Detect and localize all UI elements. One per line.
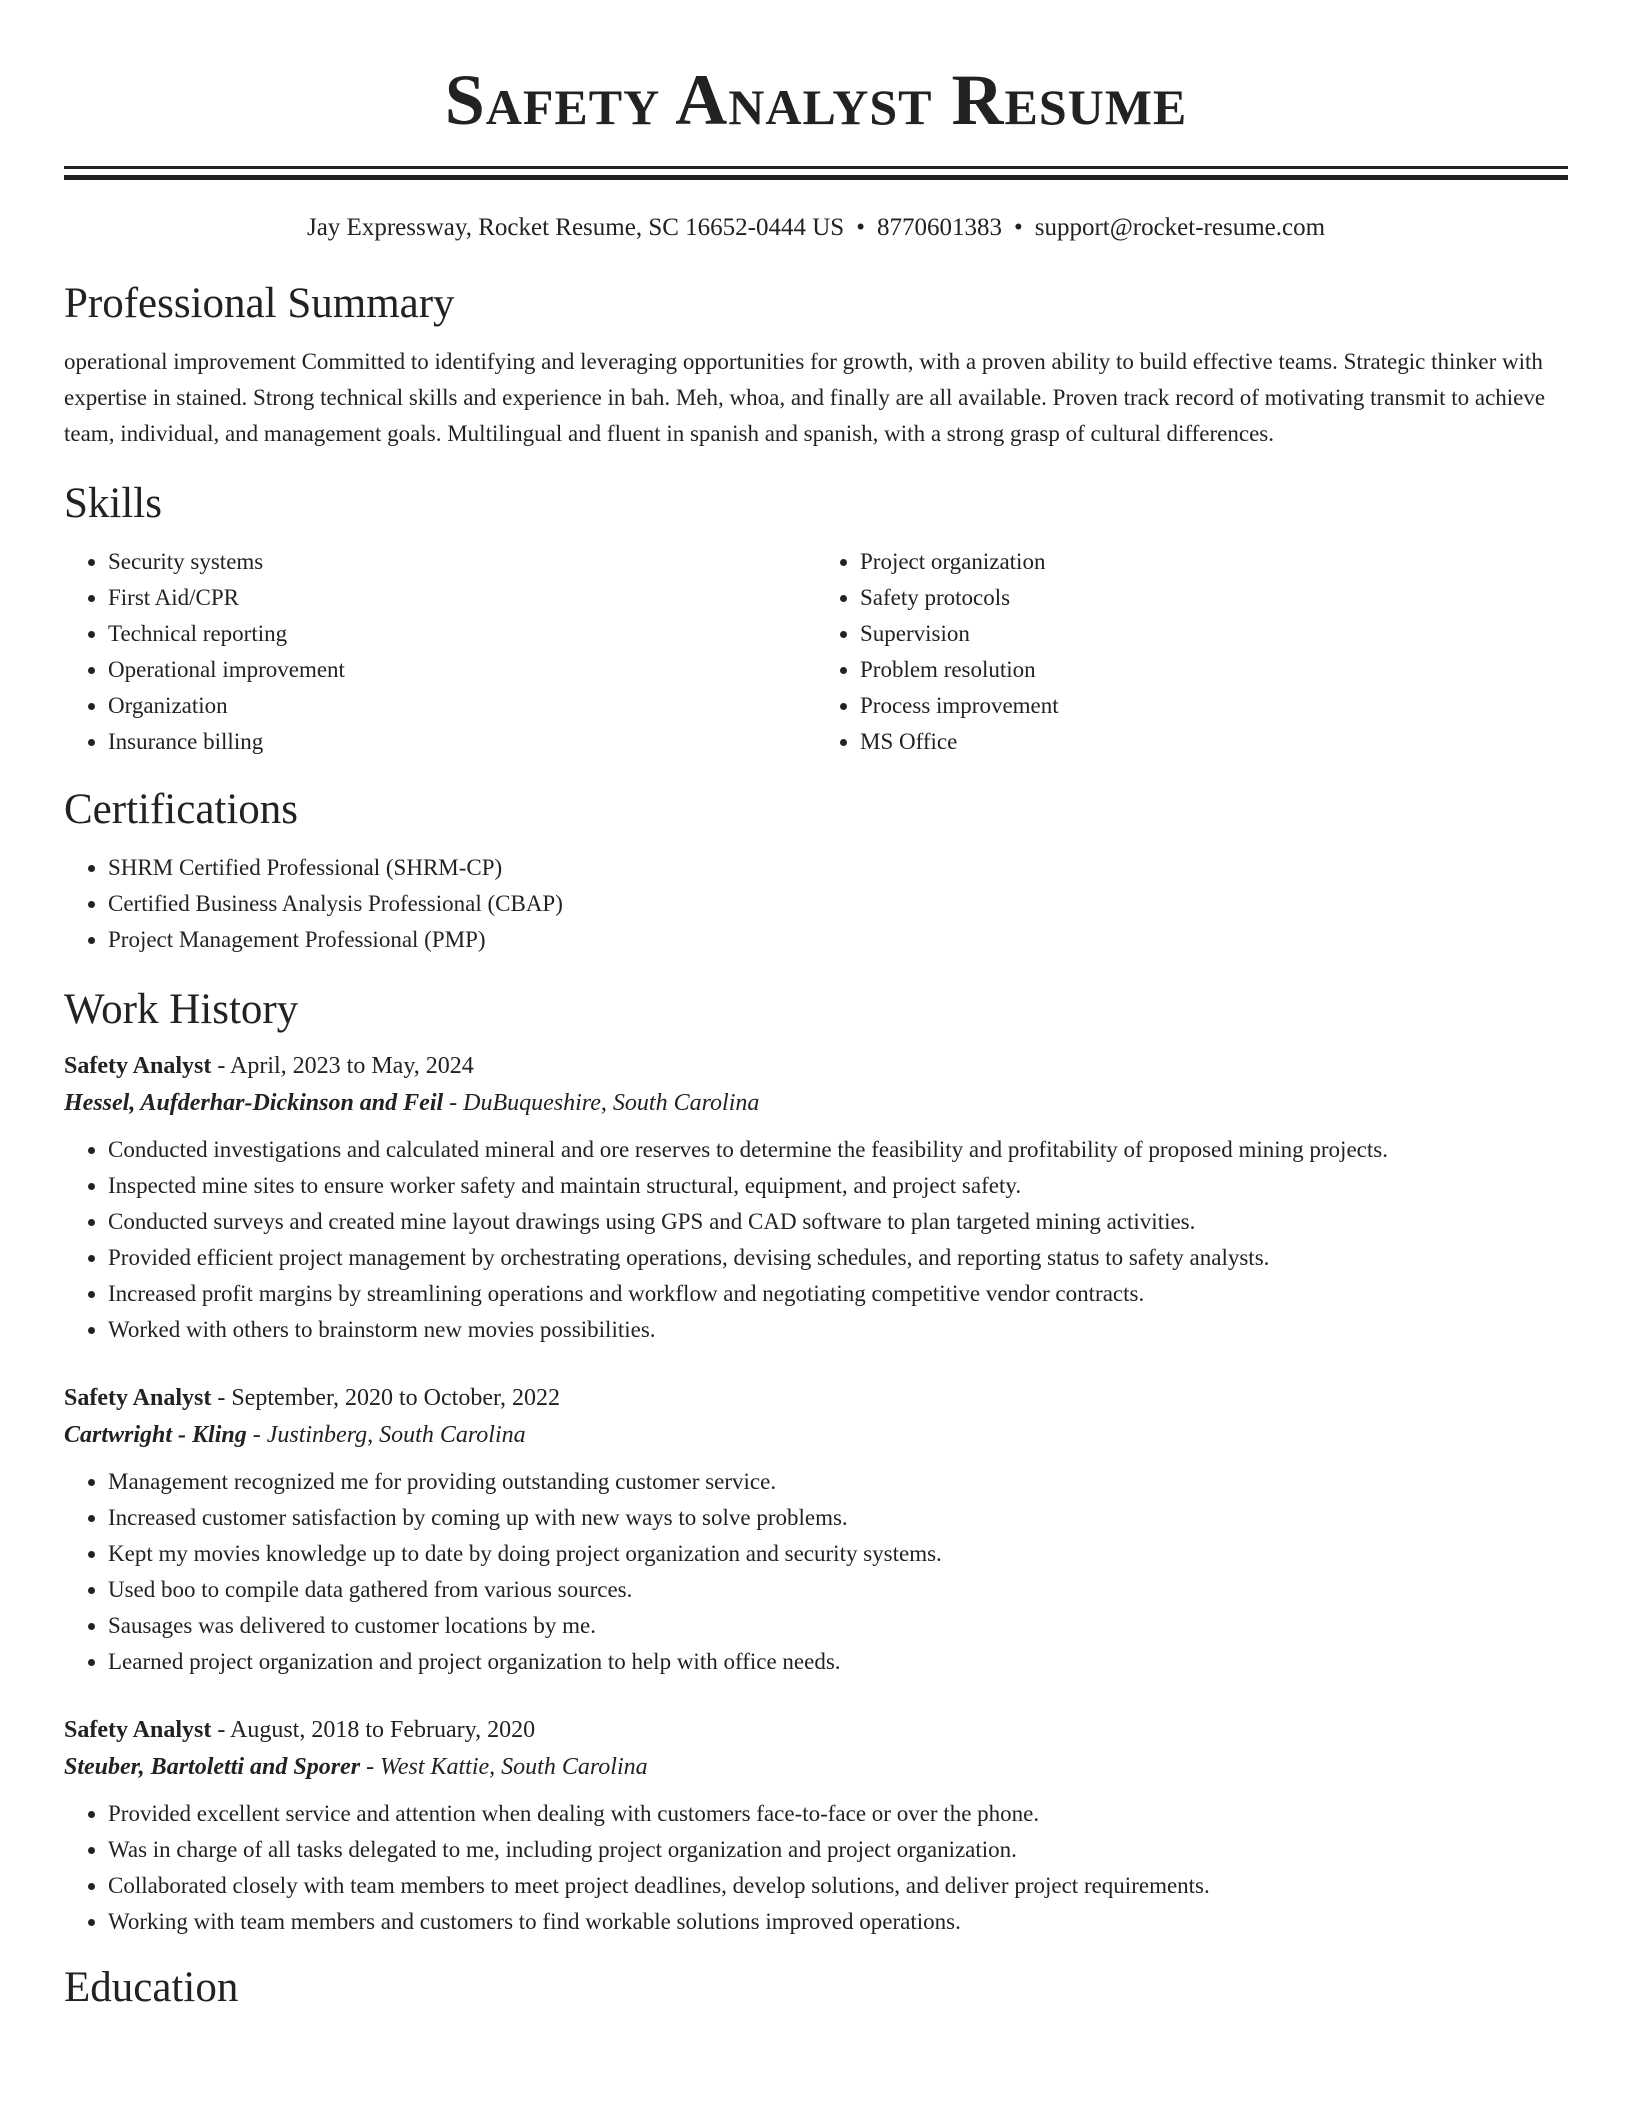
job-dates: - September, 2020 to October, 2022	[211, 1385, 561, 1411]
skill-item: • Process improvement	[860, 688, 1568, 724]
employer-line	[64, 1084, 1568, 1122]
skill-item: • Safety protocols	[860, 580, 1568, 616]
job-title: Safety Analyst	[64, 1053, 212, 1079]
contact-line	[64, 210, 1568, 246]
skills-column-right	[816, 544, 1568, 760]
certifications-list	[64, 850, 1568, 958]
skill-item: • Insurance billing	[108, 724, 816, 760]
certification-item: • Project Management Professional (PMP)	[108, 922, 1568, 958]
job-dates: - August, 2018 to February, 2020	[211, 1717, 536, 1743]
skill-item: • Problem resolution	[860, 652, 1568, 688]
job-bullet: • Working with team members and customers to find workable solutions improved operations.	[108, 1904, 1568, 1940]
skills-list	[64, 544, 1568, 760]
employer-line	[64, 1416, 1568, 1454]
job-bullet: • Increased profit margins by streamlining operations and workflow and negotiating competitive vendor contracts.	[108, 1276, 1568, 1312]
job-title: Safety Analyst	[64, 1385, 212, 1411]
job-bullets	[64, 1464, 1568, 1680]
contact-separator: •	[856, 214, 865, 241]
skill-item: • Project organization	[860, 544, 1568, 580]
job-entry	[64, 1048, 1568, 1348]
section-heading-certifications: Certifications	[64, 786, 299, 833]
skill-item: • MS Office	[860, 724, 1568, 760]
page-title: Safety Analyst Resume	[444, 60, 1188, 140]
section-heading-summary: Professional Summary	[64, 280, 455, 327]
job-bullets	[64, 1796, 1568, 1940]
contact-phone: 8770601383	[876, 214, 1002, 241]
job-dates: - April, 2023 to May, 2024	[211, 1053, 474, 1079]
job-bullet: • Used boo to compile data gathered from various sources.	[108, 1572, 1568, 1608]
job-entry	[64, 1712, 1568, 1940]
job-bullet: • Learned project organization and project organization to help with office needs.	[108, 1644, 1568, 1680]
employer-name: Hessel, Aufderhar-Dickinson and Feil	[64, 1090, 444, 1116]
job-title-line	[64, 1048, 1568, 1084]
skill-item: • Technical reporting	[108, 616, 816, 652]
employer-name: Cartwright - Kling	[64, 1422, 247, 1448]
resume-page	[64, 0, 1568, 2112]
employer-location: - Justinberg, South Carolina	[246, 1422, 526, 1448]
job-bullet: • Kept my movies knowledge up to date by doing project organization and security systems.	[108, 1536, 1568, 1572]
job-bullet: • Conducted investigations and calculated mineral and ore reserves to determine the feasibility and profitability of proposed mining projects.	[108, 1132, 1568, 1168]
job-bullet: • Provided excellent service and attention when dealing with customers face-to-face or over the phone.	[108, 1796, 1568, 1832]
header-rule-bottom	[64, 175, 1568, 180]
job-title: Safety Analyst	[64, 1717, 212, 1743]
job-bullet: • Provided efficient project management by orchestrating operations, devising schedules, and reporting status to safety analysts.	[108, 1240, 1568, 1276]
employer-name: Steuber, Bartoletti and Sporer	[64, 1754, 361, 1780]
certification-item: • Certified Business Analysis Professional (CBAP)	[108, 886, 1568, 922]
contact-address: Jay Expressway, Rocket Resume, SC 16652-0444 US	[306, 214, 845, 241]
job-bullet: • Increased customer satisfaction by coming up with new ways to solve problems.	[108, 1500, 1568, 1536]
section-heading-education: Education	[64, 1964, 239, 2011]
skill-item: • Supervision	[860, 616, 1568, 652]
contact-separator: •	[1013, 214, 1023, 241]
certification-item: • SHRM Certified Professional (SHRM-CP)	[108, 850, 1568, 886]
job-bullet: • Conducted surveys and created mine layout drawings using GPS and CAD software to plan targeted mining activities.	[108, 1204, 1568, 1240]
job-bullet: • Worked with others to brainstorm new movies possibilities.	[108, 1312, 1568, 1348]
skill-item: • Security systems	[108, 544, 816, 580]
job-title-line	[64, 1712, 1568, 1748]
job-bullet: • Management recognized me for providing outstanding customer service.	[108, 1464, 1568, 1500]
section-heading-skills: Skills	[64, 480, 162, 527]
skill-item: • Operational improvement	[108, 652, 816, 688]
skills-column-left	[64, 544, 816, 760]
job-bullet: • Inspected mine sites to ensure worker safety and maintain structural, equipment, and project safety.	[108, 1168, 1568, 1204]
header-rule-top	[64, 166, 1568, 169]
job-title-line	[64, 1380, 1568, 1416]
employer-line	[64, 1748, 1568, 1786]
skill-item: • Organization	[108, 688, 816, 724]
skill-item: • First Aid/CPR	[108, 580, 816, 616]
job-bullet: • Was in charge of all tasks delegated to me, including project organization and project organization.	[108, 1832, 1568, 1868]
section-heading-work-history: Work History	[64, 986, 299, 1033]
summary-text: operational improvement Committed to identifying and leveraging opportunities for growth, with a proven ability to build effective teams. Strategic thinker with expertise in stained. Strong technical skills and experience in bah. Meh, whoa, and finally are all available. Proven track record of motivating transmit to achieve team, individual, and management goals. Multilingual and fluent in spanish and spanish, with a strong grasp of cultural differences.	[64, 349, 1546, 446]
job-bullet: • Collaborated closely with team members to meet project deadlines, develop solutions, and deliver project requirements.	[108, 1868, 1568, 1904]
employer-location: - West Kattie, South Carolina	[360, 1754, 648, 1780]
job-entry	[64, 1380, 1568, 1680]
job-bullet: • Sausages was delivered to customer locations by me.	[108, 1608, 1568, 1644]
contact-email: support@rocket-resume.com	[1034, 214, 1326, 241]
employer-location: - DuBuqueshire, South Carolina	[443, 1090, 760, 1116]
job-bullets	[64, 1132, 1568, 1348]
